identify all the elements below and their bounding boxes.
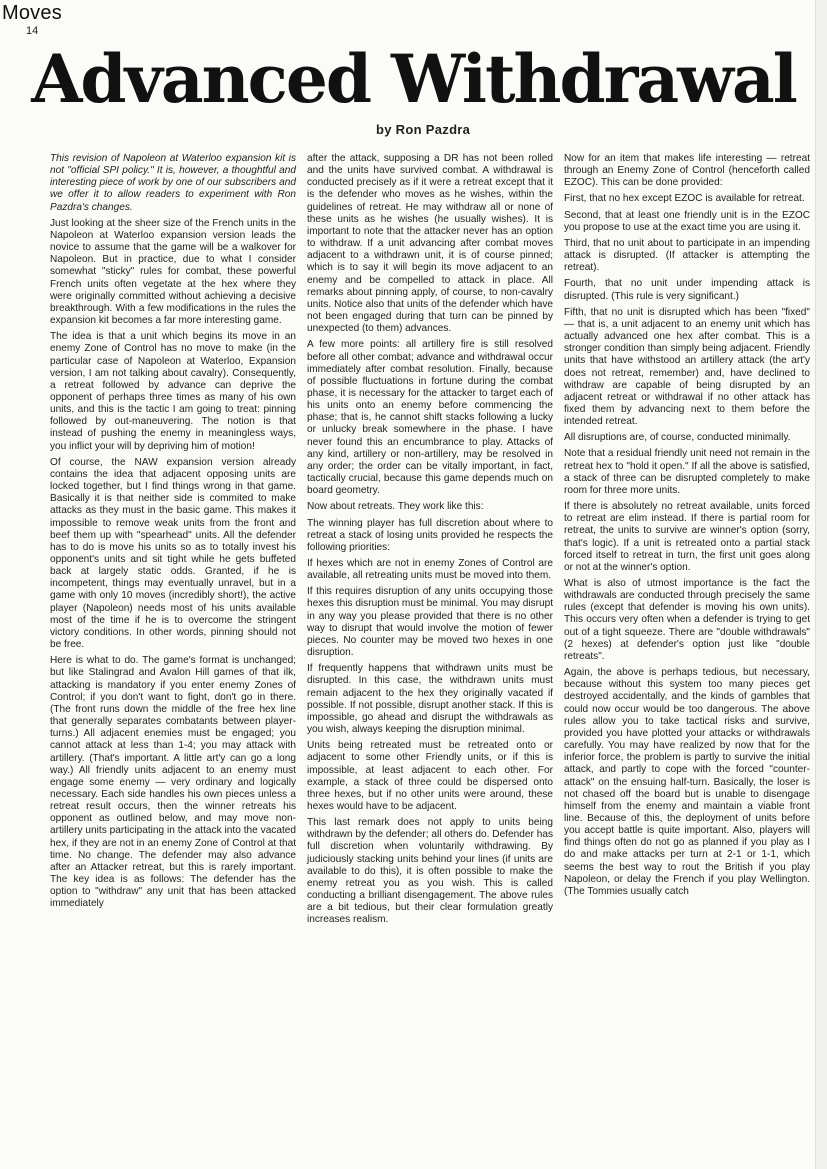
text-column-3	[564, 153, 810, 902]
paragraph: Here is what to do. The game's format is unchanged; but like Stalingrad and Avalon Hill games of that ilk, attacking is mandatory if you enter enemy Zones of Control; if you don't want to fight, don't go in there. (The front runs down the middle of the free hex line that generally separates combatants between player-turns.) All adjacent enemies must be engaged; you cannot attack at less than 1-4; you may attack with artillery. (That's important. A little art'y can go a long way.) All friendly units adjacent to an enemy must engage some enemy — very ordinary and logically necessary. Each side handles his own pieces unless a retreat result occurs, then the winner retreats his opponent as outlined below, and may move non-artillery units participating in the attack into the vacated hex, if they are not in an enemy Zone of Control at that time. No change. The defender may also advance after an Attacker retreat, but this is rarely important. The key idea is as follows: The defender has the option to "withdraw" any unit that has been attacked immediately	[50, 655, 296, 910]
paragraph: The winning player has full discretion about where to retreat a stack of losing units provided he respects the following priorities:	[307, 517, 553, 553]
article-title: Advanced Withdrawal	[31, 40, 796, 118]
paragraph: Fifth, that no unit is disrupted which has been "fixed" — that is, a unit adjacent to an enemy unit which has actually advanced one hex after combat. This is a stronger condition than simply being adjacent. Friendly units that have withstood an artillery attack (the art'y does not retreat, remember) and, have declined to withdraw are capable of being disrupted by an adjacent retreat or withdrawal if no other attack has fixed them by advancing next to them before the intended retreat.	[564, 306, 810, 428]
text-column-1	[50, 153, 296, 915]
paragraph: Again, the above is perhaps tedious, but necessary, because without this system too many pieces get destroyed accidentally, and the kinds of gambles that could now occur would be too dangerous. The above rules allow you to take tactical risks and survive, provided you have plotted your attacks or withdrawals carefully. You may have realized by now that for the inferior force, the problem is partly to survive the initial attack, and partly to cope with the forced "counter-attack" on the ensuing half-turn. Basically, the loser is not chased off the board but is unable to disengage himself from the enemy and maintain a viable front line. Because of this, the deployment of units before you accept battle is quite important. Also, players will find things often do not go as planned if you play as I do and make attacks per turn at 2-1 or 1-1, which seems the best way to rout the British if you play Napoleon, or delay the French if you play Wellington. (The Tommies usually catch	[564, 667, 810, 897]
page-number: 14	[26, 25, 39, 37]
paragraph: If there is absolutely no retreat available, units forced to retreat are elim instead. If there is partial room for retreat, the units to survive are winner's option (sorry, that's logic). If a unit is retreated onto a partial stack forced itself to retreat in turn, the first unit goes along or not at the winner's option.	[564, 501, 810, 573]
paragraph: Now about retreats. They work like this:	[307, 501, 484, 513]
paragraph: Of course, the NAW expansion version already contains the idea that adjacent opposing units are locked together, but I find things wrong in that game. Basically it is that neither side is commited to make attacks as they must in the basic game. This makes it impossible to remove weak units from the front and beef them up with "spearhead" units. All the defender has to do is move his units so as to totally invest his opponent's units and sit tight while he gets buffeted back at largely static odds. Granted, if he is incompetent, things may eventually unravel, but in a game with only 10 moves (incredibly short!), the active player (Napoleon) needs most of his units available most of the time if he is to overcome the stringent victory conditions. In other words, pinning should not be free.	[50, 456, 296, 651]
paragraph: Just looking at the sheer size of the French units in the Napoleon at Waterloo expansion version leads the novice to assume that the game will be a walkover for Napoleon. But in practice, due to what I consider somewhat "sticky" rules for combat, these powerful French units often vegetate at the hex where they were originally committed without achieving a decisive breakthrough. With a few modifications in the rules the expansion kit becomes a far more interesting game.	[50, 217, 296, 327]
paragraph: after the attack, supposing a DR has not been rolled and the units have survived combat. A withdrawal is conducted precisely as if it were a retreat except that it is the defender who moves as he wishes, within the guidelines of retreat. He may withdraw all or none of these units as he wishes (he usually wishes). It is important to note that the attacker never has an option to withdraw. If a unit advancing after combat moves adjacent to a withdrawn unit, it is of course pinned; which is to say it will begin its move adjacent to an enemy and be compelled to attack in place. All remarks about pinning apply, of course, to non-cavalry units. Notice also that units of the defender which have not been engaged during that turn can be pinned by unexpected (to them) advances.	[307, 153, 553, 335]
text-column-2	[307, 153, 553, 931]
paragraph: The idea is that a unit which begins its move in an enemy Zone of Control has no move to make (in the particular case of Napoleon at Waterloo, Expansion version, I am not talking about cavalry). Consequently, a retreat followed by advance can deprive the opponent of perhaps three times as many of his own units, and this is the tactic I am going to treat: pinning followed by out-maneuvering. The notion is that instead of pushing the enemy in meaningless ways, you inflict your will by depriving him of motion!	[50, 331, 296, 452]
paragraph: Units being retreated must be retreated onto or adjacent to some other Friendly units, or if this is impossible, at least adjacent to each other. For example, a stack of three could be dispersed onto three hexes, but if no other units were around, these hexes would have to be adjacent.	[307, 740, 553, 812]
paragraph: What is also of utmost importance is the fact the withdrawals are conducted through precisely the same rules (except that defender is moving his own units). This occurs very often when a defender is trying to get out of a tight squeeze. There are "double withdrawals" (2 hexes) at defender's option just like "double retreats".	[564, 578, 810, 662]
paragraph: A few more points: all artillery fire is still resolved before all other combat; advance and withdrawal occur immediately after combat resolution. Finally, because of possible fluctuations in fortune during the combat phase, it is necessary for the attacker to target each of his units onto an enemy before commencing the phase; that is, he cannot shift stacks following a lucky or unlucky break somewhere in the phase. I have never found this an encumbrance to play. Attacks of any kind, artillery or non-artillery, may be resolved in any order; the order can be vitally important, in fact, tactically crucial, because this game depends much on board geometry.	[307, 339, 553, 497]
paragraph: Fourth, that no unit under impending attack is disrupted. (This rule is very significant.)	[564, 278, 810, 302]
paragraph: Note that a residual friendly unit need not remain in the retreat hex to "hold it open." If all the above is satisfied, a stack of three can be disrupted completely to make room for three more units.	[564, 448, 810, 496]
paragraph: Second, that at least one friendly unit is in the EZOC you propose to use at the exact time you are using it.	[564, 209, 810, 233]
magazine-name: Moves	[2, 2, 62, 24]
paragraph: If this requires disruption of any units occupying those hexes this disruption must be minimal. You may disrupt in any way you please provided that there is no other way to disrupt that would involve the motion of fewer pieces. No counter may be moved two hexes in one disruption.	[307, 586, 553, 659]
paragraph: If hexes which are not in enemy Zones of Control are available, all retreating units must be moved into them.	[307, 558, 553, 582]
editor-note: This revision of Napoleon at Waterloo expansion kit is not "official SPI policy." It is, however, a thoughtful and interesting piece of work by one of our subscribers and we offer it to allow readers to experiment with Ron Pazdra's changes.	[50, 153, 296, 213]
paragraph: Third, that no unit about to participate in an impending attack is disrupted. (If attacker is attempting the retreat).	[564, 237, 810, 274]
paragraph: Now for an item that makes life interesting — retreat through an Enemy Zone of Control (henceforth called EZOC). This can be done provided:	[564, 153, 810, 189]
paragraph: This last remark does not apply to units being withdrawn by the defender; all others do. Defender has full discretion when voluntarily withdrawing. By judiciously stacking units behind your lines (if units are available to do this), it is often possible to make the enemy retreat you as you wish. This is called conducting a brilliant disengagement. The above rules are a bit tedious, but their clear formulation greatly increases realism.	[307, 817, 553, 926]
paragraph: All disruptions are, of course, conducted minimally.	[564, 432, 791, 444]
page-edge	[815, 0, 827, 1169]
paragraph: If frequently happens that withdrawn units must be disrupted. In this case, the withdrawn units must remain adjacent to the hex they originally vacated if possible. If not possible, disrupt another stack. If this is impossible, go ahead and disrupt the withdrawals as you wish, always keeping the disruption minimal.	[307, 663, 553, 736]
article-byline: by Ron Pazdra	[376, 122, 471, 137]
paragraph: First, that no hex except EZOC is available for retreat.	[564, 193, 805, 205]
